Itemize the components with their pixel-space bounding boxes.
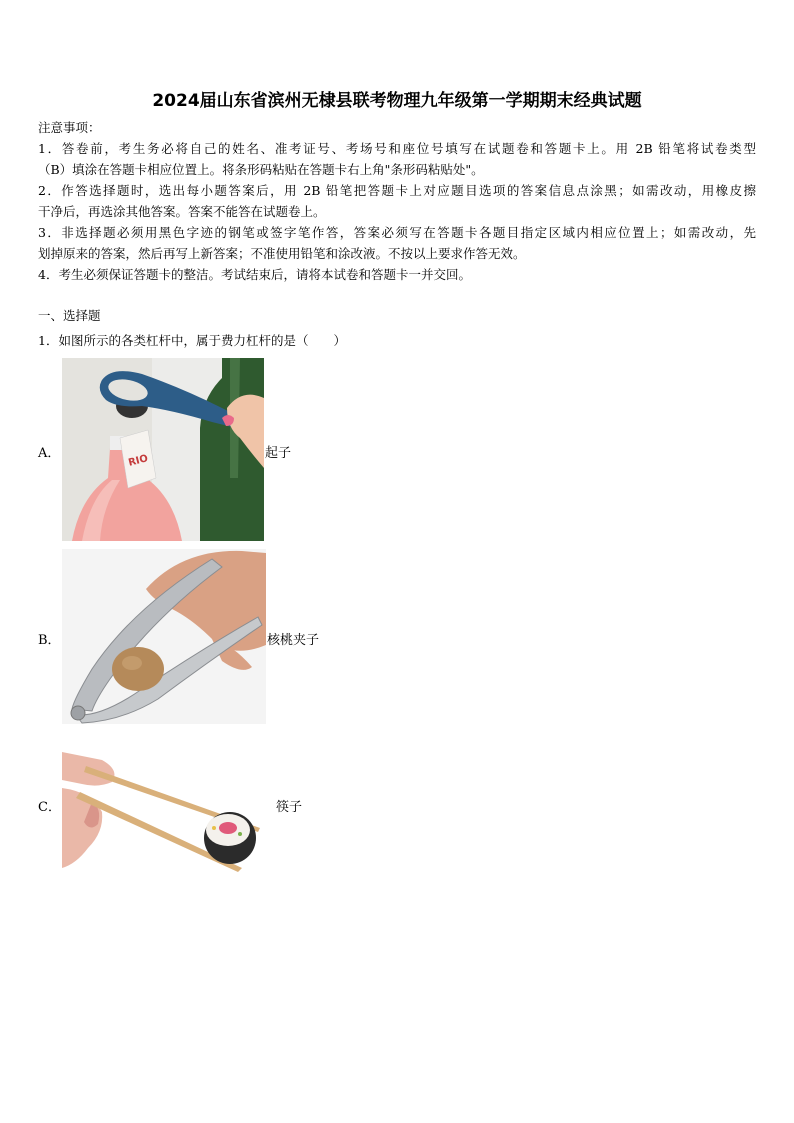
notice-line-7: 4．考生必须保证答题卡的整洁。考试结束后，请将本试卷和答题卡一并交回。 [38,267,471,282]
bottle-opener-image [62,358,264,541]
question-stem: 1．如图所示的各类杠杆中，属于费力杠杆的是（ ） [38,333,346,348]
notice-line-3: 2．作答选择题时，选出每小题答案后，用 2B 铅笔把答题卡上对应题目选项的答案信息点涂黑；如需改动，用橡皮擦 [38,183,756,198]
notice-line-6: 划掉原来的答案，然后再写上新答案；不准使用铅笔和涂改液。不按以上要求作答无效。 [38,246,526,261]
notice-line-1: 1．答卷前，考生务必将自己的姓名、准考证号、考场号和座位号填写在试题卷和答题卡上。用 2B 铅笔将试卷类型 [38,141,756,156]
option-a-letter: A． [38,446,61,461]
notice-line-4: 干净后，再选涂其他答案。答案不能答在试题卷上。 [38,204,326,219]
section-heading: 一、选择题 [38,308,101,323]
nutcracker-image [62,549,266,724]
option-a-caption: 起子 [265,446,292,461]
notice-heading: 注意事项： [38,120,101,135]
svg-text:RIO: RIO [127,453,150,469]
option-c-caption: 筷子 [276,800,303,815]
option-c-letter: C． [38,800,61,815]
option-b-letter: B． [38,633,61,648]
option-b-caption: 核桃夹子 [267,633,320,648]
exam-title: 2024届山东省滨州无棣县联考物理九年级第一学期期末经典试题 [152,91,642,111]
notice-line-2: （B）填涂在答题卡相应位置上。将条形码粘贴在答题卡右上角"条形码粘贴处"。 [38,162,484,177]
notice-line-5: 3．非选择题必须用黑色字迹的钢笔或签字笔作答，答案必须写在答题卡各题目指定区域内相应位置上；如需改动，先 [38,225,756,240]
chopsticks-image [62,752,262,872]
